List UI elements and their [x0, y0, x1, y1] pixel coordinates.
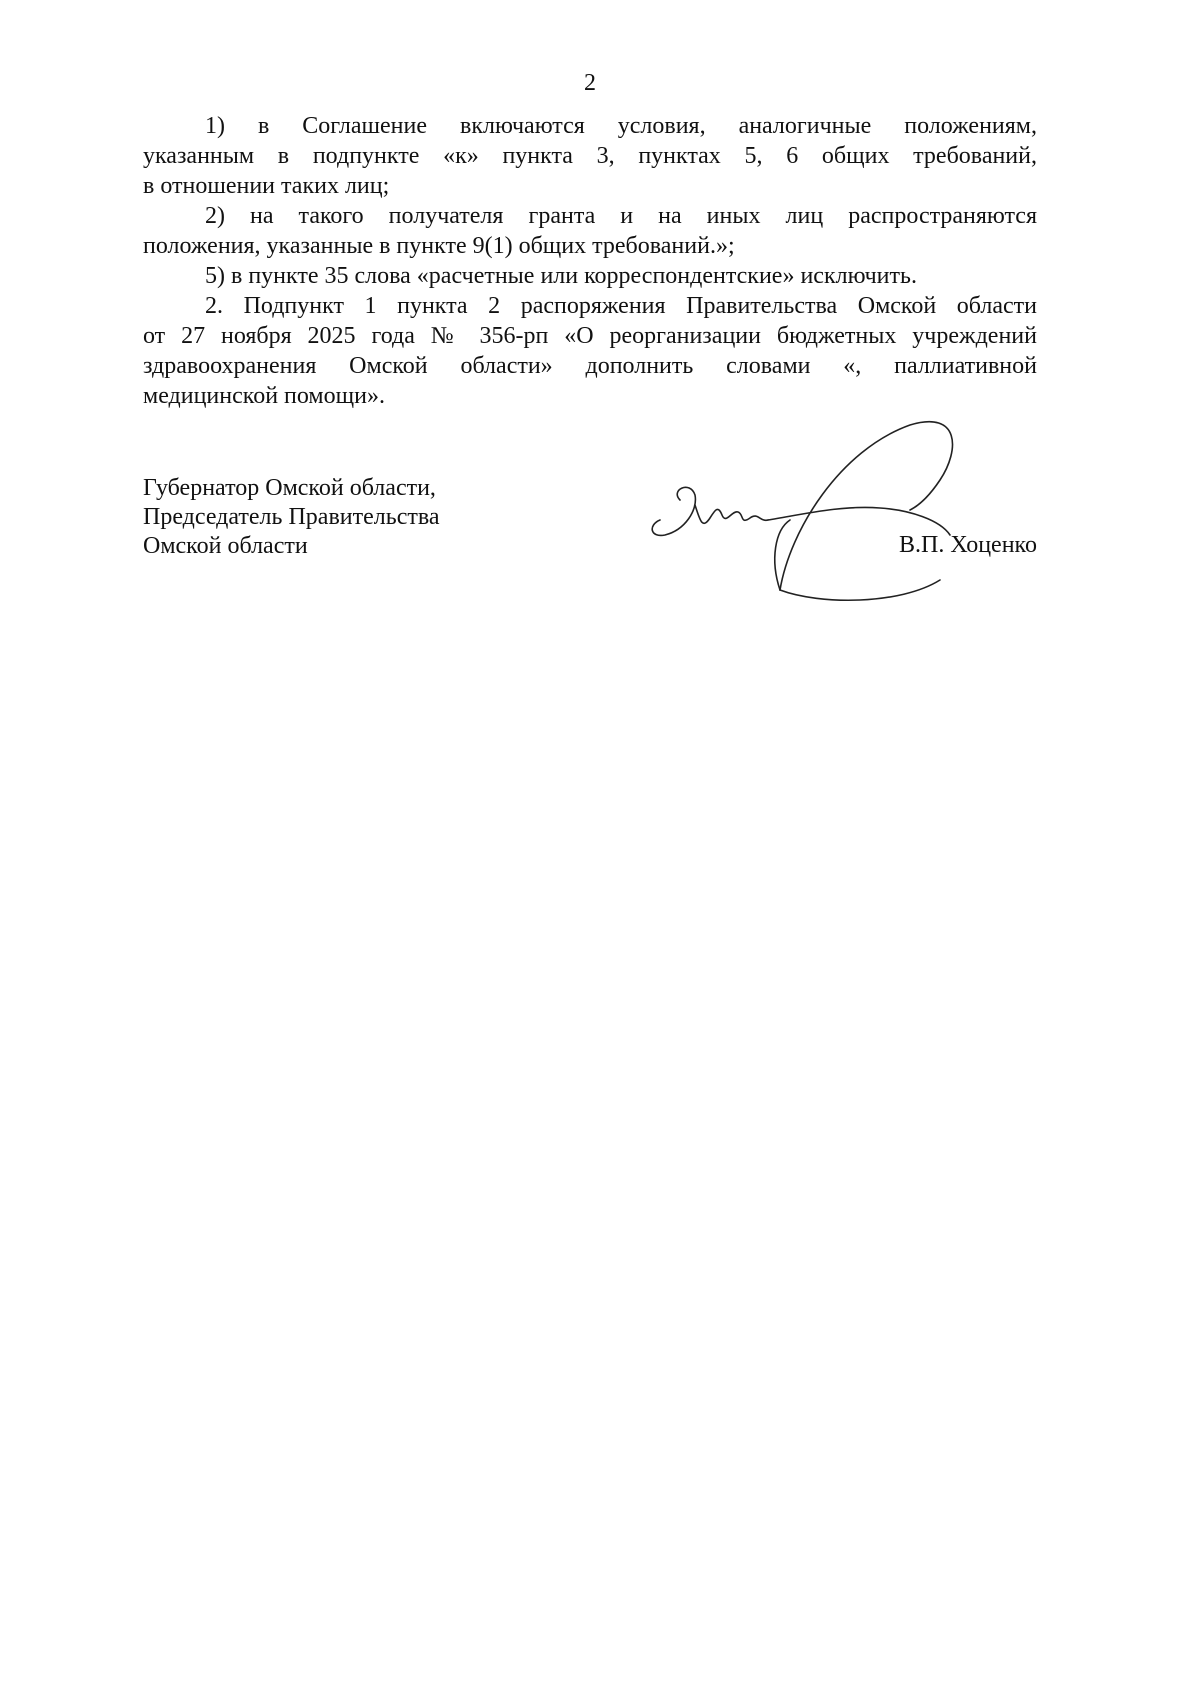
- paragraph-item-2: [143, 201, 1037, 261]
- text-line: положения, указанные в пункте 9(1) общих требований.»;: [143, 233, 735, 259]
- text-line: от 27 ноября 2025 года № 356-рп «О реорганизации бюджетных учреждений: [143, 323, 1037, 349]
- paragraph-item-1: [143, 111, 1037, 201]
- handwritten-signature: [640, 410, 980, 610]
- text-line: медицинской помощи».: [143, 383, 385, 409]
- text-line: 1) в Соглашение включаются условия, аналогичные положениям,: [205, 113, 1037, 139]
- page-number: 2: [584, 70, 596, 96]
- signatory-title-line: Губернатор Омской области,: [143, 475, 436, 501]
- text-line: указанным в подпункте «к» пункта 3, пунктах 5, 6 общих требований,: [143, 143, 1037, 169]
- text-line: 2) на такого получателя гранта и на иных лиц распространяются: [205, 203, 1037, 229]
- text-line: в отношении таких лиц;: [143, 173, 390, 199]
- signatory-title-line: Председатель Правительства: [143, 504, 440, 530]
- paragraph-point-2: [143, 291, 1037, 411]
- text-line: здравоохранения Омской области» дополнить словами «, паллиативной: [143, 353, 1037, 379]
- text-line: 5) в пункте 35 слова «расчетные или корреспондентские» исключить.: [205, 263, 917, 289]
- document-body: [143, 111, 1037, 411]
- signatory-title-line: Омской области: [143, 533, 308, 559]
- text-line: 2. Подпункт 1 пункта 2 распоряжения Правительства Омской области: [205, 293, 1037, 319]
- signatory-title: [143, 474, 440, 561]
- signatory-name: В.П. Хоценко: [899, 532, 1037, 558]
- paragraph-item-5: [143, 261, 1037, 291]
